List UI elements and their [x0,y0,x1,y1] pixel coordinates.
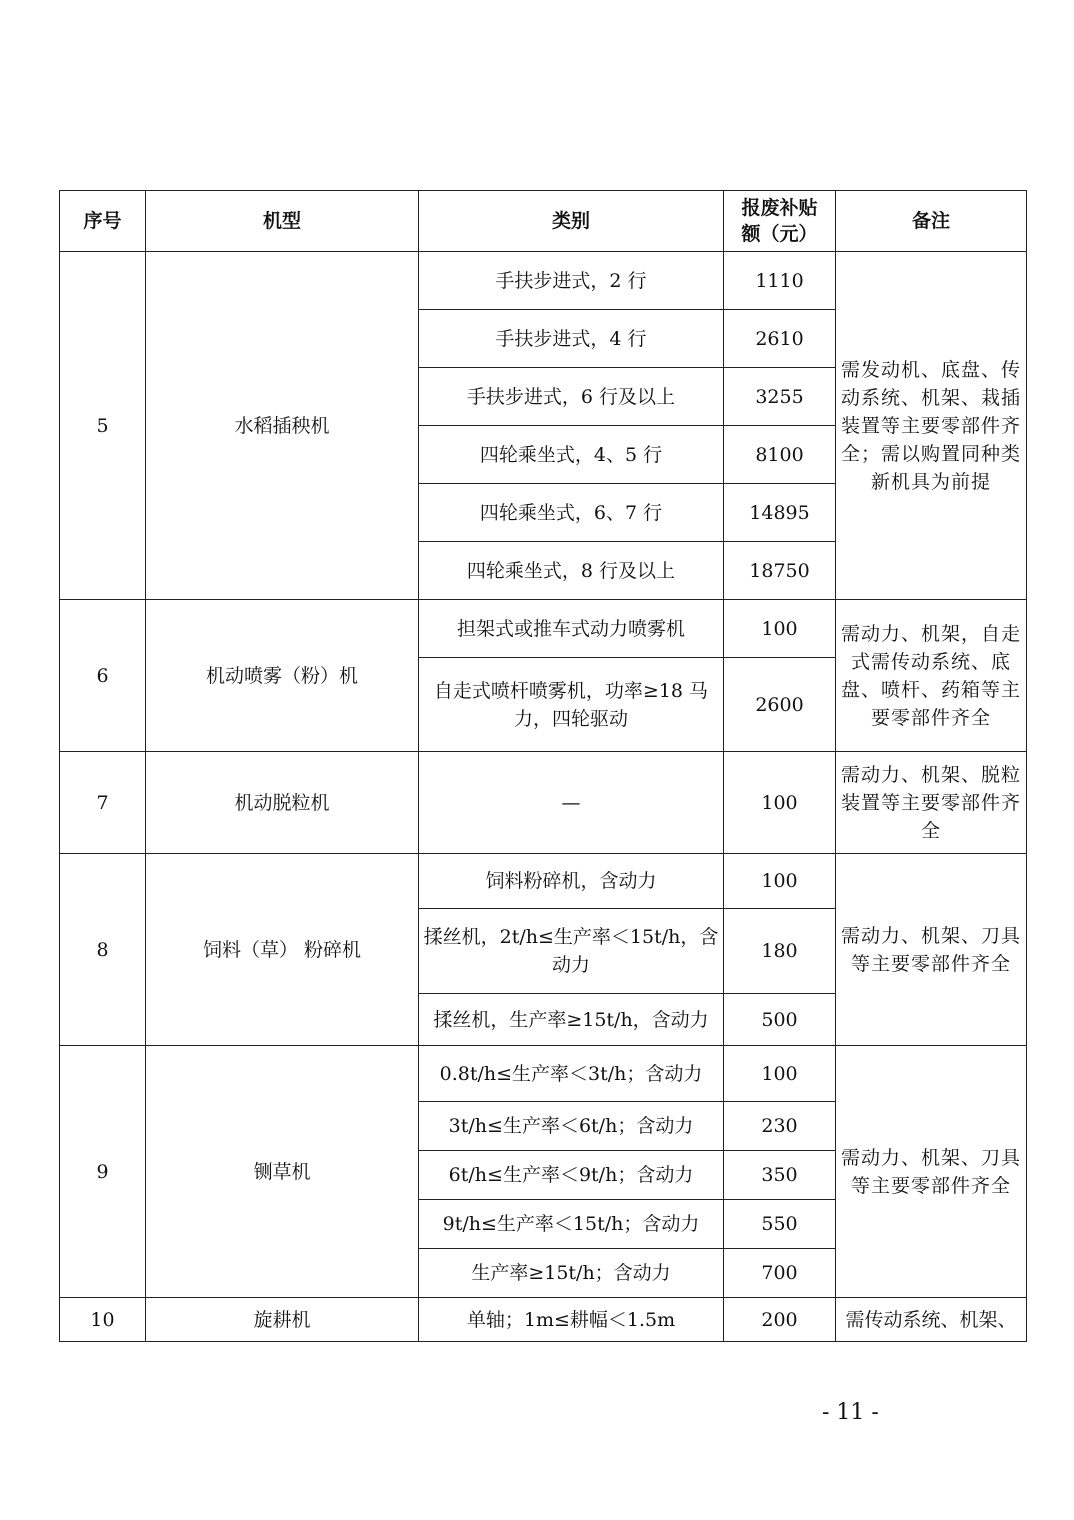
amount-cell: 14895 [724,484,836,542]
remark-cell: 需动力、机架、脱粒装置等主要零部件齐全 [836,752,1027,854]
remark-cell: 需传动系统、机架、 [836,1298,1027,1342]
category-cell: 手扶步进式，4 行 [419,310,724,368]
seq-cell: 7 [60,752,146,854]
header-model: 机型 [146,191,419,252]
amount-cell: 350 [724,1151,836,1200]
header-seq: 序号 [60,191,146,252]
category-cell: 四轮乘坐式，6、7 行 [419,484,724,542]
amount-cell: 100 [724,600,836,658]
model-cell: 机动喷雾（粉）机 [146,600,419,752]
category-cell: 手扶步进式，6 行及以上 [419,368,724,426]
page-number: - 11 - [822,1400,879,1425]
amount-cell: 3255 [724,368,836,426]
header-category: 类别 [419,191,724,252]
remark-cell: 需动力、机架，自走式需传动系统、底盘、喷杆、药箱等主要零部件齐全 [836,600,1027,752]
amount-cell: 700 [724,1249,836,1298]
seq-cell: 9 [60,1046,146,1298]
category-cell: 揉丝机，生产率≥15t/h，含动力 [419,994,724,1046]
category-cell: 生产率≥15t/h；含动力 [419,1249,724,1298]
category-cell: 自走式喷杆喷雾机，功率≥18 马力，四轮驱动 [419,658,724,752]
amount-cell: 100 [724,854,836,909]
model-cell: 铡草机 [146,1046,419,1298]
model-cell: 机动脱粒机 [146,752,419,854]
category-cell: 手扶步进式，2 行 [419,252,724,310]
remark-cell: 需动力、机架、刀具等主要零部件齐全 [836,854,1027,1046]
category-cell: 0.8t/h≤生产率＜3t/h；含动力 [419,1046,724,1102]
amount-cell: 2610 [724,310,836,368]
amount-cell: 8100 [724,426,836,484]
amount-cell: 550 [724,1200,836,1249]
remark-cell: 需发动机、底盘、传动系统、机架、栽插装置等主要零部件齐全；需以购置同种类新机具为前提 [836,252,1027,600]
amount-cell: 230 [724,1102,836,1151]
category-cell: 9t/h≤生产率＜15t/h；含动力 [419,1200,724,1249]
header-remark: 备注 [836,191,1027,252]
table-row [60,752,1027,854]
amount-cell: 1110 [724,252,836,310]
amount-cell: 100 [724,1046,836,1102]
seq-cell: 6 [60,600,146,752]
amount-cell: 500 [724,994,836,1046]
header-subsidy: 报废补贴额（元） [724,191,836,252]
category-cell: 四轮乘坐式，4、5 行 [419,426,724,484]
remark-cell: 需动力、机架、刀具等主要零部件齐全 [836,1046,1027,1298]
subsidy-table [59,190,1027,1342]
category-cell: 揉丝机，2t/h≤生产率＜15t/h，含动力 [419,909,724,994]
category-cell: 6t/h≤生产率＜9t/h；含动力 [419,1151,724,1200]
seq-cell: 10 [60,1298,146,1342]
category-cell: 3t/h≤生产率＜6t/h；含动力 [419,1102,724,1151]
seq-cell: 5 [60,252,146,600]
table-row [60,1046,1027,1102]
category-cell: 饲料粉碎机，含动力 [419,854,724,909]
amount-cell: 200 [724,1298,836,1342]
table-row [60,252,1027,310]
table-row [60,1298,1027,1342]
table-row [60,854,1027,909]
model-cell: 水稻插秧机 [146,252,419,600]
seq-cell: 8 [60,854,146,1046]
category-cell: 单轴；1m≤耕幅＜1.5m [419,1298,724,1342]
category-cell: 担架式或推车式动力喷雾机 [419,600,724,658]
model-cell: 旋耕机 [146,1298,419,1342]
table-row [60,600,1027,658]
model-cell: 饲料（草） 粉碎机 [146,854,419,1046]
amount-cell: 2600 [724,658,836,752]
table-header-row [60,191,1027,252]
category-cell: 四轮乘坐式，8 行及以上 [419,542,724,600]
amount-cell: 100 [724,752,836,854]
amount-cell: 18750 [724,542,836,600]
category-cell: — [419,752,724,854]
amount-cell: 180 [724,909,836,994]
